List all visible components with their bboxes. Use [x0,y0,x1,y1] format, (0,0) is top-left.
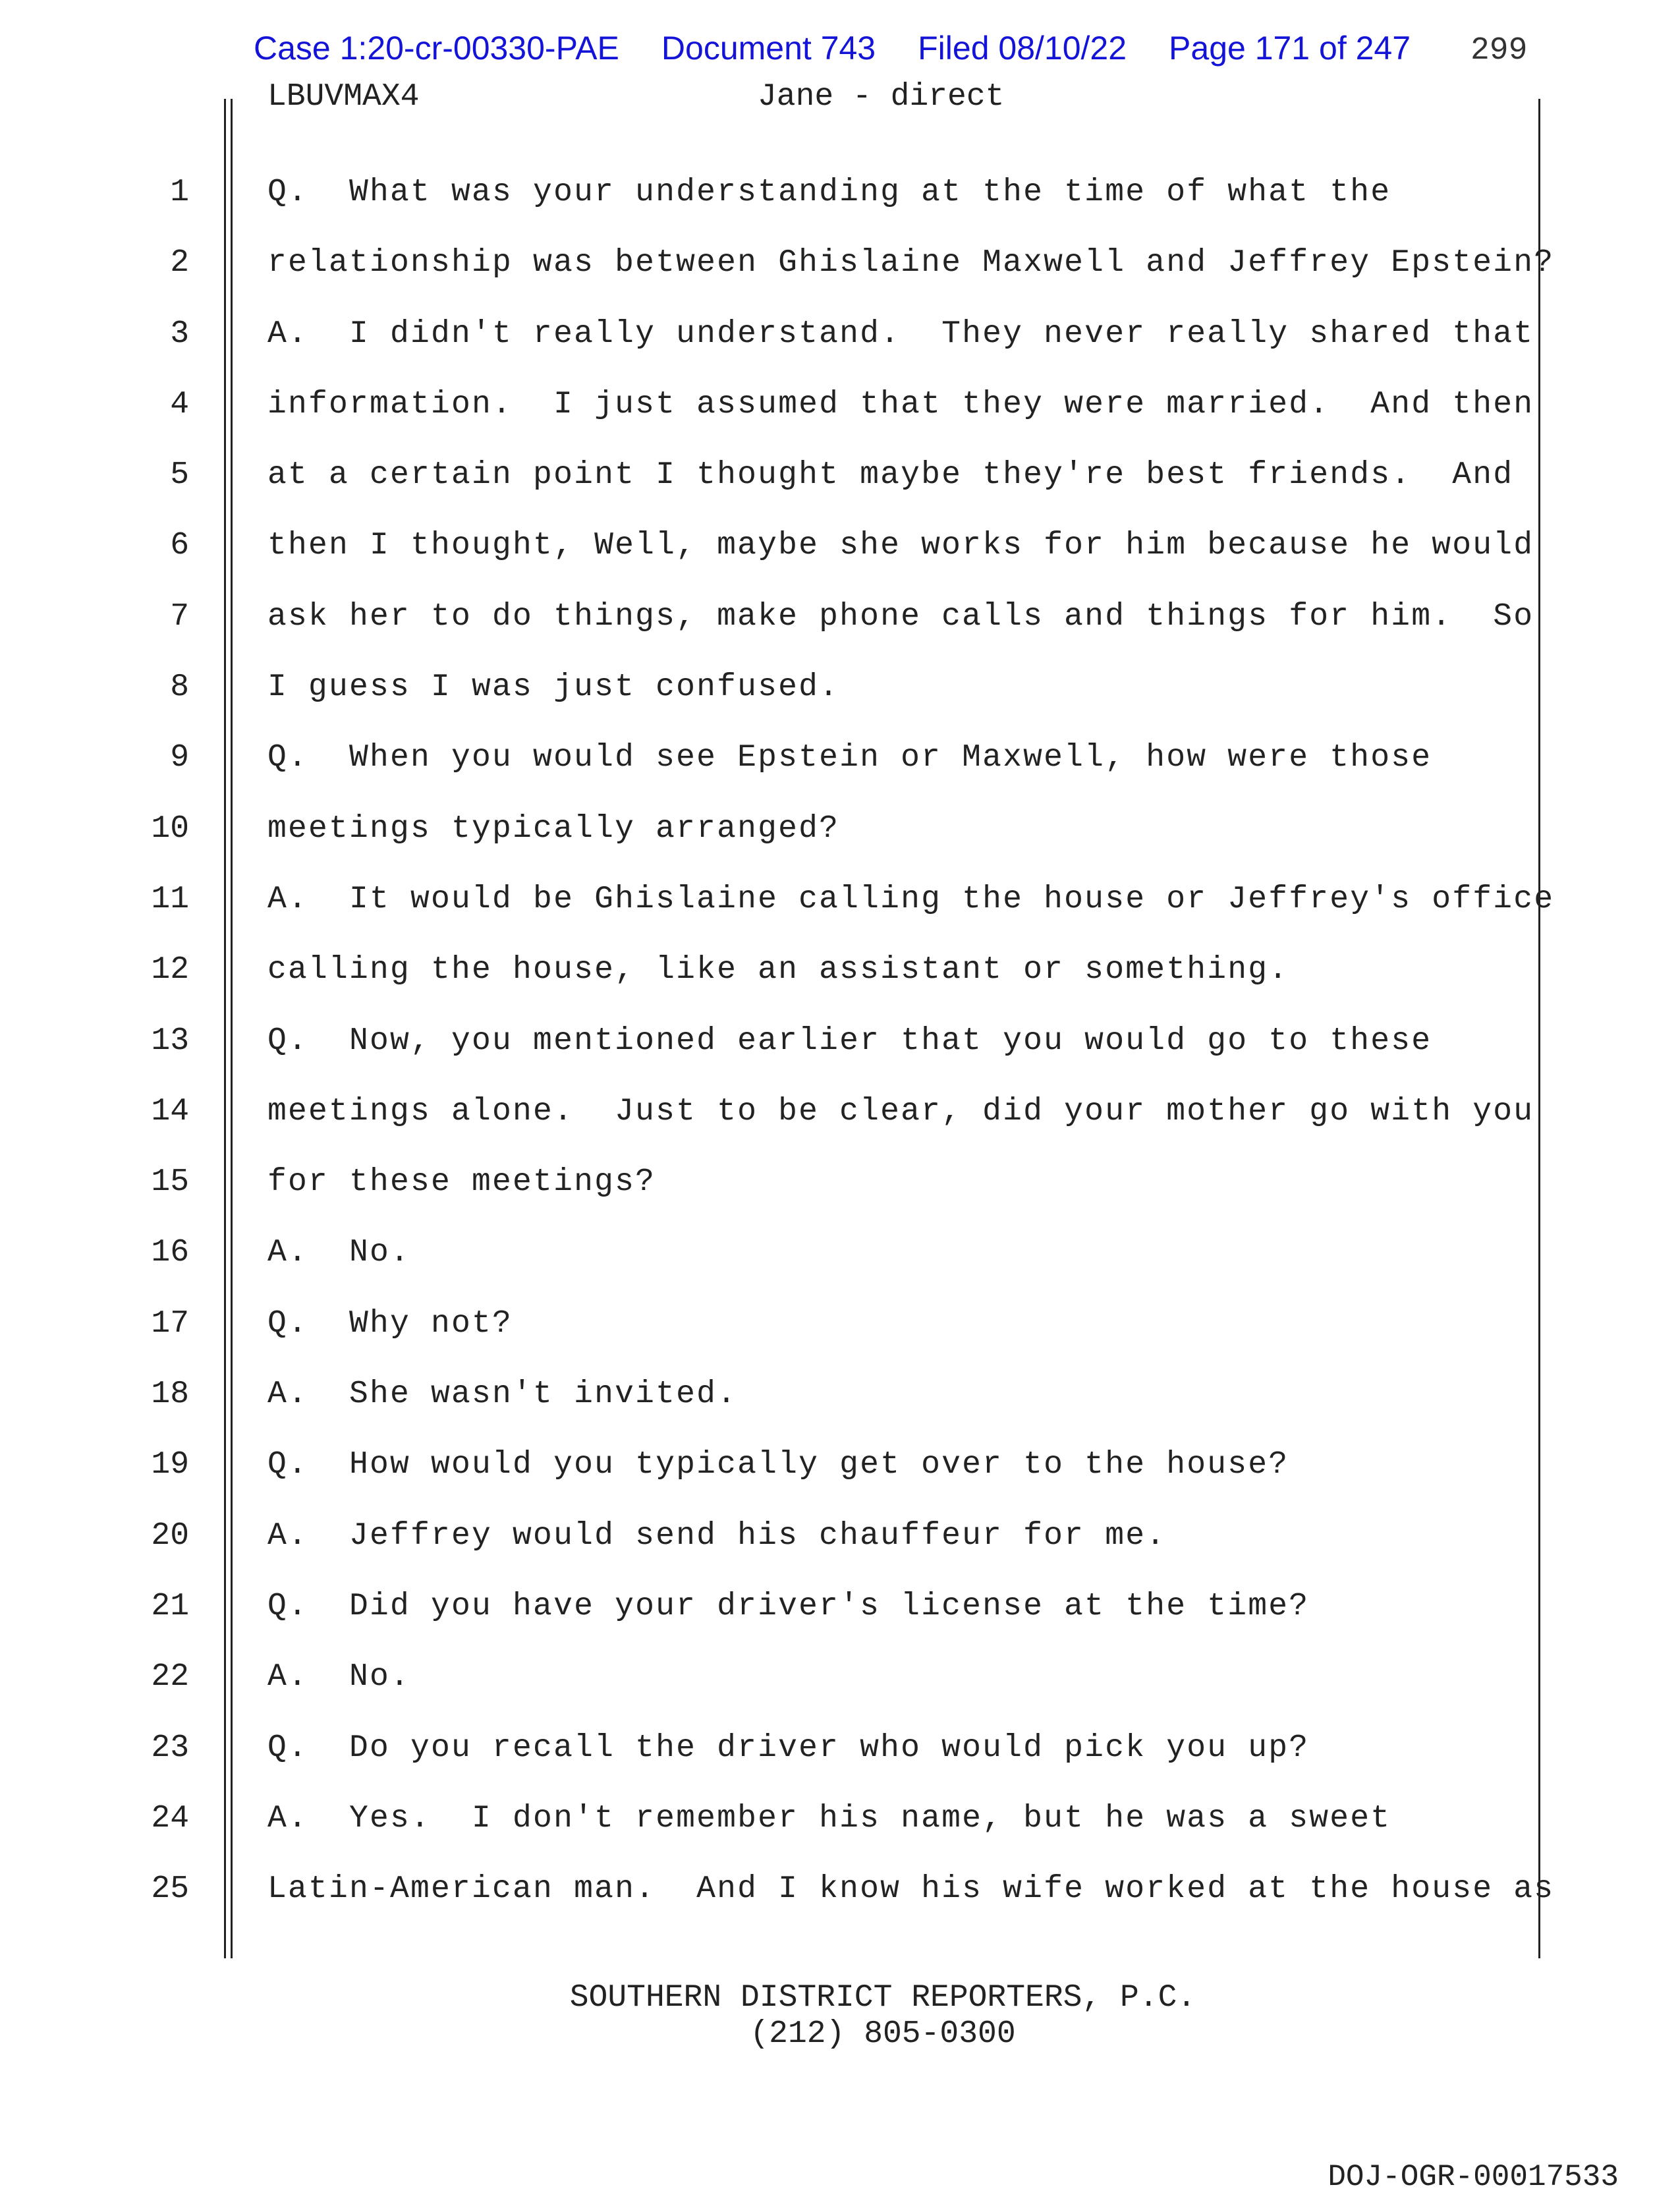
transcript-line [0,664,1680,735]
bates-number: DOJ-OGR-00017533 [1328,2160,1619,2194]
line-number: 4 [170,386,189,422]
transcript-line [0,735,1680,805]
line-number: 10 [151,810,189,847]
line-text: Q. Did you have your driver's license at the time? [267,1588,1310,1624]
line-text: A. It would be Ghislaine calling the house or Jeffrey's office [267,881,1555,917]
document-number: Document 743 [661,30,876,67]
case-number: Case 1:20-cr-00330-PAE [254,30,619,67]
transcript-line [0,947,1680,1017]
line-text: calling the house, like an assistant or something. [267,952,1289,988]
transcript-line [0,1725,1680,1796]
line-number: 7 [170,598,189,635]
line-number: 15 [151,1164,189,1201]
line-number: 19 [151,1447,189,1483]
line-text: for these meetings? [267,1164,656,1201]
transcript-body [0,169,1680,1937]
line-text: A. Yes. I don't remember his name, but he was a sweet [267,1800,1391,1836]
transcript-line [0,1866,1680,1937]
line-number: 8 [170,669,189,706]
transcript-line [0,1230,1680,1300]
line-text: ask her to do things, make phone calls and things for him. So [267,598,1534,635]
line-text: A. I didn't really understand. They never really shared that [267,316,1534,352]
transcript-line [0,1442,1680,1512]
line-text: I guess I was just confused. [267,669,840,706]
line-number: 25 [151,1871,189,1908]
line-text: then I thought, Well, maybe she works for him because he would [267,528,1534,564]
transcript-line [0,594,1680,664]
line-text: A. No. [267,1659,411,1695]
transcript-line [0,1301,1680,1371]
line-number: 9 [170,740,189,776]
line-number: 23 [151,1730,189,1766]
line-number: 2 [170,245,189,281]
line-number: 5 [170,457,189,494]
transcript-line [0,1654,1680,1724]
line-number: 24 [151,1800,189,1836]
line-number: 14 [151,1093,189,1129]
transcript-line [0,1018,1680,1089]
line-text: Q. Do you recall the driver who would pick you up? [267,1730,1310,1766]
line-number: 17 [151,1305,189,1342]
transcript-line [0,452,1680,523]
line-text: at a certain point I thought maybe they're best friends. And [267,457,1514,494]
reporter-name: SOUTHERN DISTRICT REPORTERS, P.C. [569,1980,1196,2016]
line-text: Q. How would you typically get over to the house? [267,1447,1289,1483]
line-number: 20 [151,1517,189,1554]
transcript-line [0,1089,1680,1159]
transcript-code: LBUVMAX4 [267,79,420,115]
filed-date: Filed 08/10/22 [918,30,1127,67]
transcript-line [0,1513,1680,1583]
line-text: information. I just assumed that they were married. And then [267,386,1534,422]
line-text: Q. Why not? [267,1305,513,1342]
line-text: Q. Now, you mentioned earlier that you would go to these [267,1023,1432,1059]
transcript-line [0,311,1680,382]
line-number: 21 [151,1588,189,1624]
line-number: 13 [151,1023,189,1059]
line-number: 18 [151,1376,189,1413]
line-number: 11 [151,881,189,917]
transcript-line [0,876,1680,947]
line-text: relationship was between Ghislaine Maxwell and Jeffrey Epstein? [267,245,1555,281]
transcript-line [0,382,1680,452]
line-text: meetings typically arranged? [267,810,840,847]
transcript-line [0,806,1680,876]
transcript-line [0,169,1680,240]
line-number: 3 [170,316,189,352]
reporter-phone: (212) 805-0300 [750,2016,1016,2052]
court-filing-stamp [254,29,1453,67]
transcript-page-number: 299 [1470,33,1528,69]
transcript-line [0,1371,1680,1442]
line-text: A. No. [267,1235,411,1271]
line-number: 16 [151,1235,189,1271]
transcript-line [0,240,1680,310]
line-text: meetings alone. Just to be clear, did your mother go with you [267,1093,1534,1129]
line-number: 6 [170,528,189,564]
line-number: 22 [151,1659,189,1695]
transcript-line [0,1796,1680,1866]
line-text: A. She wasn't invited. [267,1376,738,1413]
line-text: A. Jeffrey would send his chauffeur for me. [267,1517,1167,1554]
witness-heading: Jane - direct [758,79,1005,115]
line-number: 1 [170,175,189,210]
transcript-line [0,523,1680,593]
line-number: 12 [151,952,189,988]
transcript-line [0,1159,1680,1230]
transcript-line [0,1583,1680,1654]
page-count: Page 171 of 247 [1169,30,1411,67]
line-text: Q. When you would see Epstein or Maxwell, how were those [267,740,1432,776]
line-text: Q. What was your understanding at the time of what the [267,175,1391,210]
line-text: Latin-American man. And I know his wife worked at the house as [267,1871,1555,1908]
